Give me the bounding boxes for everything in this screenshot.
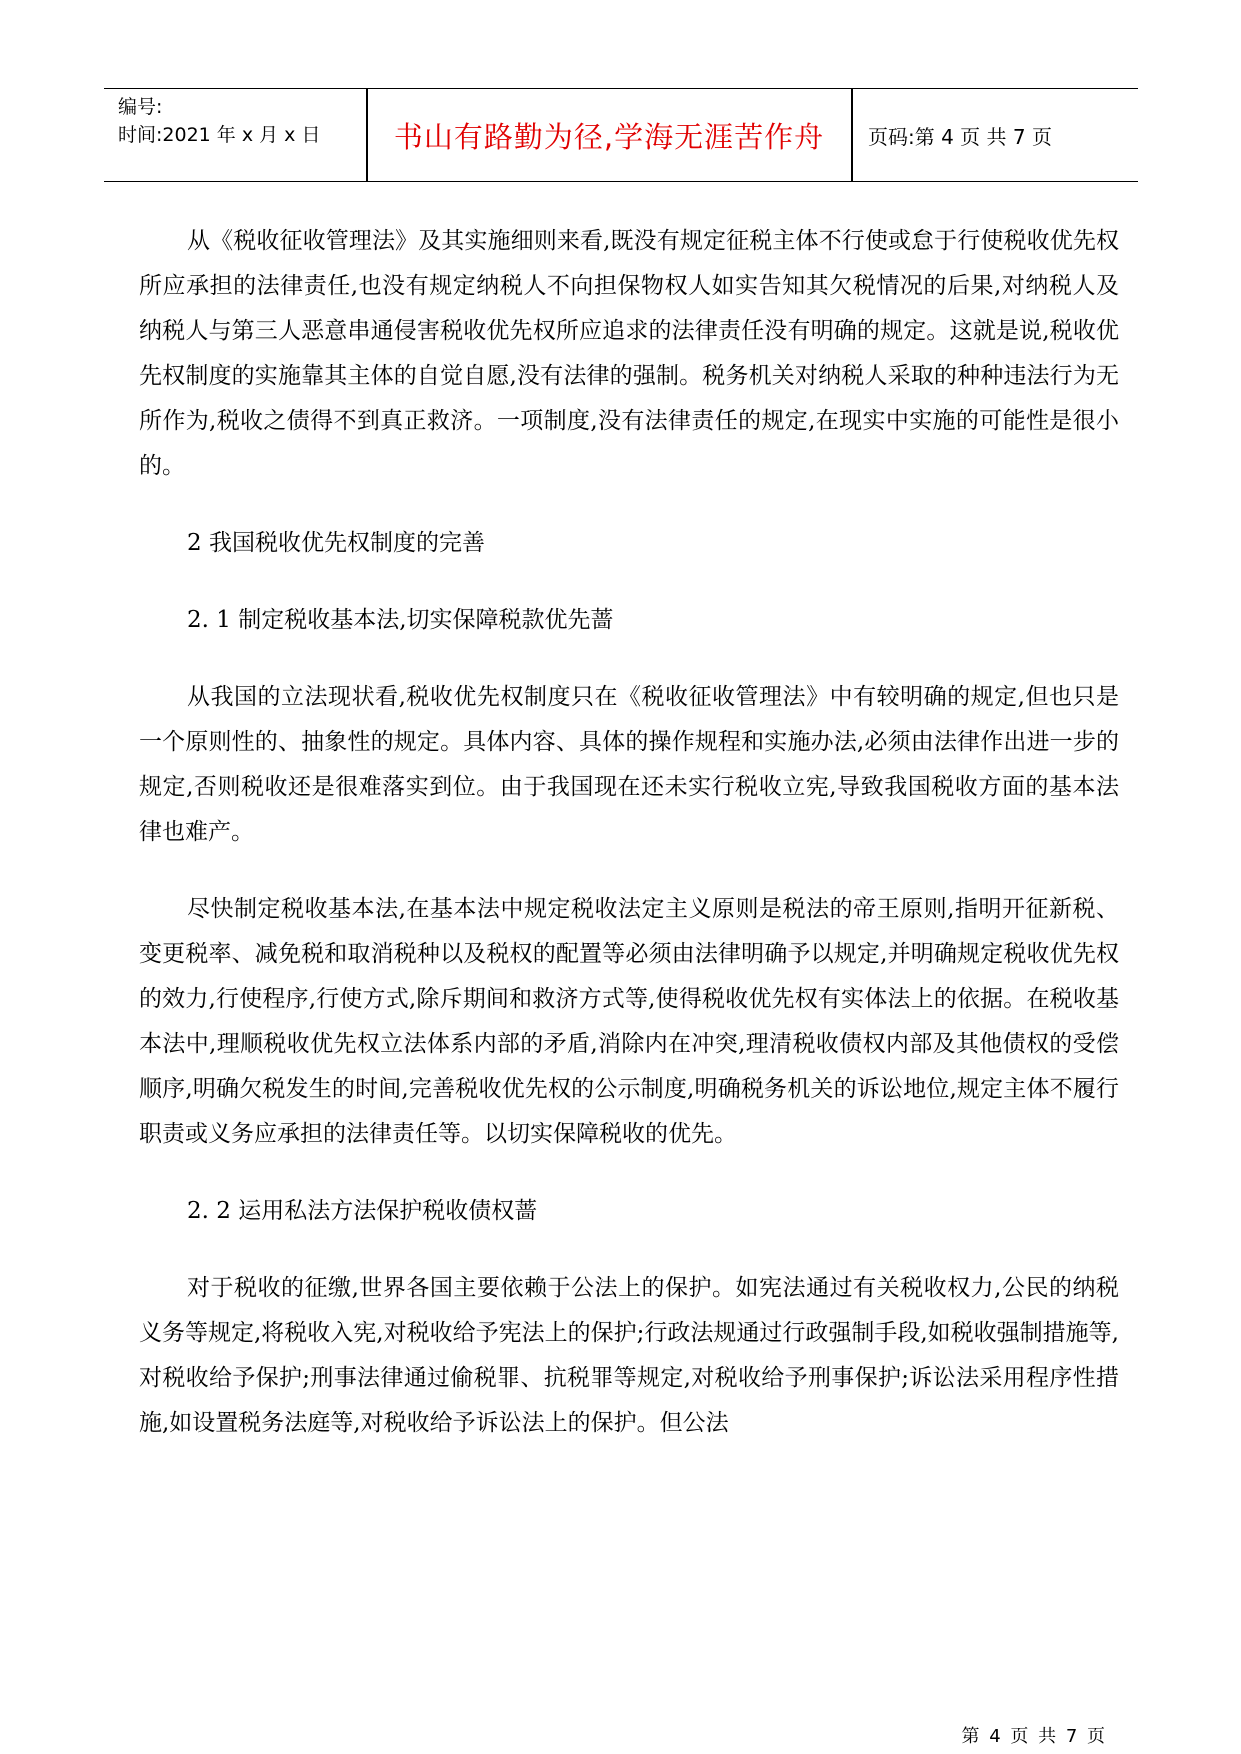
document-body: [139, 219, 1119, 1478]
header-motto: 书山有路勤为径,学海无涯苦作舟: [393, 119, 825, 154]
section-heading-2: 2 我国税收优先权制度的完善: [187, 530, 485, 556]
paragraph-legislation-status: 从我国的立法现状看,税收优先权制度只在《税收征收管理法》中有较明确的规定,但也只是一个原则性的、抽象性的规定。具体内容、具体的操作规程和实施办法,必须由法律作出进一步的规定,否则税收还是很难落实到位。由于我国现在还未实行税收立宪,导致我国税收方面的基本法律也难产。: [139, 684, 1119, 845]
paragraph-legal-liability: 从《税收征收管理法》及其实施细则来看,既没有规定征税主体不行使或怠于行使税收优先权所应承担的法律责任,也没有规定纳税人不向担保物权人如实告知其欠税情况的后果,对纳税人及纳税人与第三人恶意串通侵害税收优先权所应追求的法律责任没有明确的规定。这就是说,税收优先权制度的实施靠其主体的自觉自愿,没有法律的强制。税务机关对纳税人采取的种种违法行为无所作为,税收之债得不到真正救济。一项制度,没有法律责任的规定,在现实中实施的可能性是很小的。: [139, 228, 1119, 479]
header-page-indicator: 页码:第 4 页 共 7 页: [868, 124, 1052, 149]
header-divider-right: [851, 89, 853, 181]
subsection-heading-2-1: 2. 1 制定税收基本法,切实保障税款优先蔷: [187, 607, 614, 633]
document-time-label: 时间:2021 年 x 月 x 日: [118, 124, 321, 146]
header-meta: [118, 93, 358, 149]
page-footer: 第 4 页 共 7 页: [961, 1726, 1107, 1747]
page-header: [104, 88, 1138, 182]
subsection-heading-2-2: 2. 2 运用私法方法保护税收债权蔷: [187, 1198, 538, 1224]
document-number-label: 编号:: [118, 96, 163, 118]
paragraph-public-law-protection: 对于税收的征缴,世界各国主要依赖于公法上的保护。如宪法通过有关税收权力,公民的纳税义务等规定,将税收入宪,对税收给予宪法上的保护;行政法规通过行政强制手段,如税收强制措施等,对税收给予保护;刑事法律通过偷税罪、抗税罪等规定,对税收给予刑事保护;诉讼法采用程序性措施,如设置税务法庭等,对税收给予诉讼法上的保护。但公法: [139, 1275, 1119, 1436]
paragraph-basic-tax-law: 尽快制定税收基本法,在基本法中规定税收法定主义原则是税法的帝王原则,指明开征新税、变更税率、减免税和取消税种以及税权的配置等必须由法律明确予以规定,并明确规定税收优先权的效力,行使程序,行使方式,除斥期间和救济方式等,使得税收优先权有实体法上的依据。在税收基本法中,理顺税收优先权立法体系内部的矛盾,消除内在冲突,理清税收债权内部及其他债权的受偿顺序,明确欠税发生的时间,完善税收优先权的公示制度,明确税务机关的诉讼地位,规定主体不履行职责或义务应承担的法律责任等。以切实保障税收的优先。: [139, 896, 1119, 1147]
